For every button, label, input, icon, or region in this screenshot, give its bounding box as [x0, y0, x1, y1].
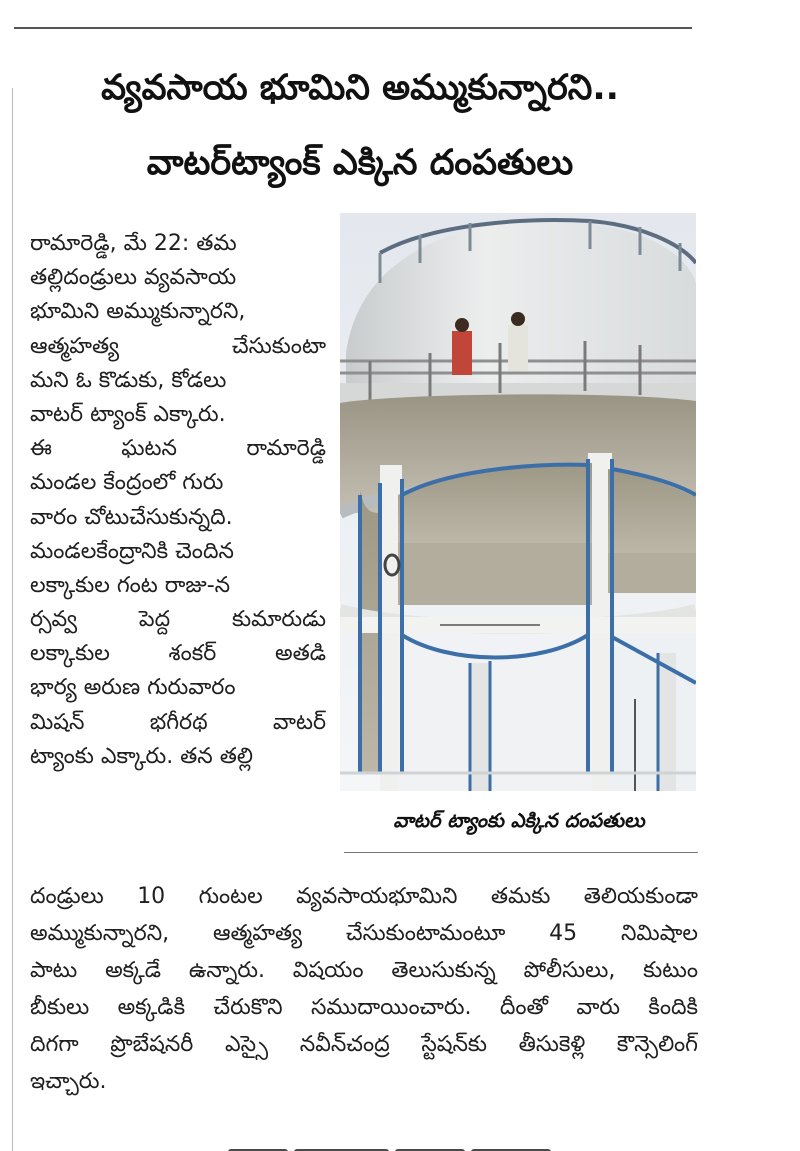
body-line: బీకులు అక్కడికి చేరుకొని సముదాయించారు. దీంతో వారు కిందికి [30, 995, 698, 1020]
body-line: మండల కేంద్రంలో గురు [30, 470, 224, 496]
body-line: మండలకేంద్రానికి చెందిన [30, 538, 234, 564]
body-line: ఆత్మహత్య చేసుకుంటా [30, 333, 326, 359]
body-line: లక్కాకుల శంకర్ అతడి [30, 641, 326, 667]
caption-divider [344, 852, 698, 853]
body-line: ఈ ఘటన రామారెడ్డి [30, 436, 326, 462]
body-line: వాటర్ ట్యాంక్ ఎక్కారు. [30, 401, 226, 427]
body-line: మిషన్ భగీరథ వాటర్ [30, 709, 326, 735]
body-line: ఇచ్చారు. [30, 1069, 107, 1094]
body-line: భార్య అరుణ గురువారం [30, 675, 236, 701]
article-body-wide [30, 878, 698, 1100]
cropped-next-headline [228, 1140, 568, 1151]
body-line: పాటు అక్కడే ఉన్నారు. విషయం తెలుసుకున్న పోలీసులు, కుటుం [30, 958, 698, 983]
body-line: దండ్రులు 10 గుంటల వ్యవసాయభూమిని తమకు తెలియకుండా [30, 884, 698, 909]
body-line: దిగగా ప్రొబేషనరీ ఎస్సై నవీన్‌చంద్ర స్టేషన్‌కు తీసుకెళ్లి కౌన్సెలింగ్ [30, 1032, 698, 1057]
body-line: వారం చోటుచేసుకున్నది. [30, 504, 233, 530]
article-body-column [30, 227, 326, 774]
body-line: లక్కాకుల గంట రాజు-న [30, 572, 231, 598]
headline-line-2: వాటర్‌ట్యాంక్ ఎక్కిన దంపతులు [146, 143, 574, 183]
body-line: రామారెడ్డి, మే 22: తమ [30, 231, 237, 256]
photo-caption: వాటర్ ట్యాంకు ఎక్కిన దంపతులు [393, 809, 645, 832]
water-tank-illustration [340, 213, 696, 791]
body-line: మని ఓ కొడుకు, కోడలు [30, 367, 227, 393]
body-line: ర్సవ్వ పెద్ద కుమారుడు [30, 607, 326, 633]
body-line: అమ్ముకున్నారని, ఆత్మహత్య చేసుకుంటామంటూ 45 నిమిషాల [30, 921, 698, 946]
water-tank-photo [340, 213, 696, 791]
body-line: తల్లిదండ్రులు వ్యవసాయ [30, 265, 237, 291]
body-line: భూమిని అమ్ముకున్నారని, [30, 299, 246, 325]
top-divider [14, 27, 692, 29]
headline-line-1: వ్యవసాయ భూమిని అమ్ముకున్నారని.. [101, 68, 619, 108]
body-line: ట్యాంకు ఎక్కారు. తన తల్లి [30, 743, 253, 769]
column-divider [12, 88, 13, 1151]
